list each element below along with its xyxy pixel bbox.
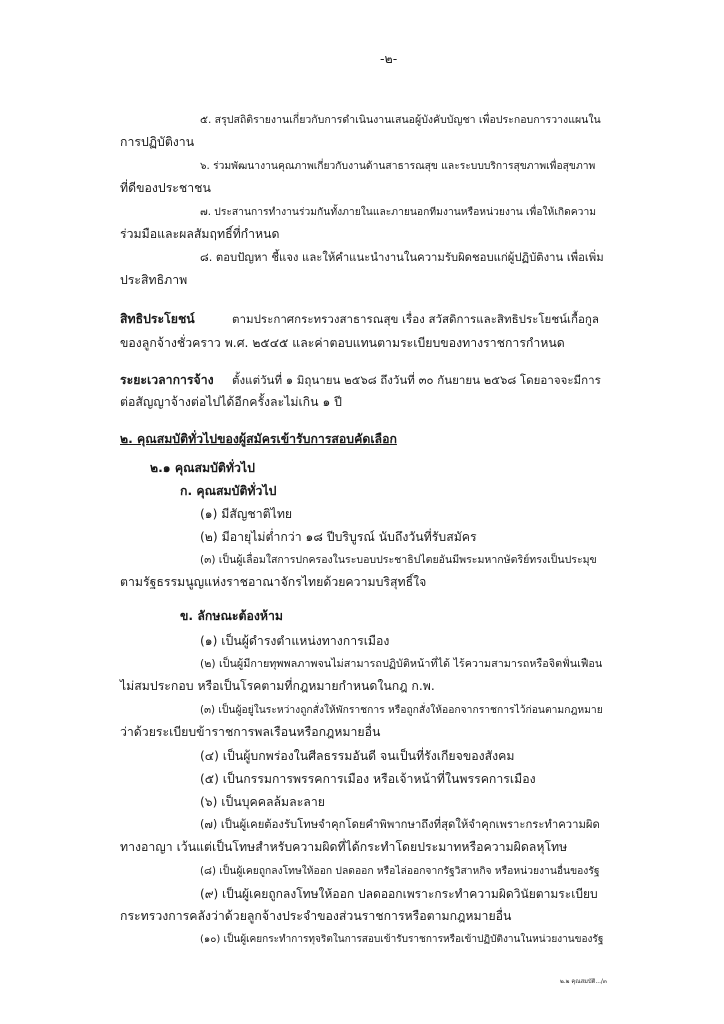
item-6-line-2: ที่ดีของประชาชน bbox=[120, 181, 211, 195]
item-5-line-1: ๕. สรุปสถิติรายงานเกี่ยวกับการดำเนินงานเสนอผู้บังคับบัญชา เพื่อประกอบการวางแผนใน bbox=[200, 114, 601, 126]
item-6-line-1: ๖. ร่วมพัฒนางานคุณภาพเกี่ยวกับงานด้านสาธารณสุข และระบบบริการสุขภาพเพื่อสุขภาพ bbox=[200, 160, 596, 172]
prohibition-2-line-2: ไม่สมประกอบ หรือเป็นโรคตามที่กฎหมายกำหนดในกฎ ก.พ. bbox=[120, 679, 435, 693]
item-7-line-1: ๗. ประสานการทำงานร่วมกันทั้งภายในและภายนอกทีมงานหรือหน่วยงาน เพื่อให้เกิดความ bbox=[200, 206, 597, 218]
subsection-a-heading: ก. คุณสมบัติทั่วไป bbox=[180, 484, 277, 498]
page-number: -๒- bbox=[380, 51, 398, 66]
prohibition-6: (๖) เป็นบุคคลล้มละลาย bbox=[200, 795, 325, 809]
prohibition-5: (๕) เป็นกรรมการพรรคการเมือง หรือเจ้าหน้าที่ในพรรคการเมือง bbox=[200, 772, 536, 786]
subsection-2-1-heading: ๒.๑ คุณสมบัติทั่วไป bbox=[150, 461, 255, 475]
benefits-label: สิทธิประโยชน์ bbox=[120, 312, 195, 326]
prohibition-3-line-2: ว่าด้วยระเบียบข้าราชการพลเรือนหรือกฎหมายอื่น bbox=[120, 725, 381, 739]
prohibition-7-line-1: (๗) เป็นผู้เคยต้องรับโทษจำคุกโดยคำพิพากษาถึงที่สุดให้จำคุกเพราะกระทำความผิด bbox=[200, 818, 600, 831]
period-line-2: ต่อสัญญาจ้างต่อไปได้อีกครั้งละไม่เกิน ๑ ปี bbox=[120, 395, 342, 409]
item-7-line-2: ร่วมมือและผลสัมฤทธิ์ที่กำหนด bbox=[120, 227, 280, 241]
prohibition-3-line-1: (๓) เป็นผู้อยู่ในระหว่างถูกสั่งให้พักราชการ หรือถูกสั่งให้ออกจากราชการไว้ก่อนตามกฎหมาย bbox=[200, 704, 603, 716]
prohibition-2-line-1: (๒) เป็นผู้มีกายทุพพลภาพจนไม่สามารถปฏิบัติหน้าที่ได้ ไร้ความสามารถหรือจิตฟั่นเฟือน bbox=[200, 657, 603, 670]
period-line-1: ตั้งแต่วันที่ ๑ มิถุนายน ๒๕๖๘ ถึงวันที่ ๓๐ กันยายน ๒๕๖๘ โดยอาจจะมีการ bbox=[232, 373, 601, 387]
prohibition-7-line-2: ทางอาญา เว้นแต่เป็นโทษสำหรับความผิดที่ได้กระทำโดยประมาทหรือความผิดลหุโทษ bbox=[120, 840, 568, 854]
qualification-2: (๒) มีอายุไม่ต่ำกว่า ๑๘ ปีบริบูรณ์ นับถึงวันที่รับสมัคร bbox=[200, 530, 477, 544]
continuation-note: ๒.๒ คุณสมบัติ.../๓ bbox=[560, 979, 607, 985]
subsection-b-heading: ข. ลักษณะต้องห้าม bbox=[180, 609, 283, 623]
section-2-heading: ๒. คุณสมบัติทั่วไปของผู้สมัครเข้ารับการสอบคัดเลือก bbox=[120, 432, 397, 446]
benefits-line-2: ของลูกจ้างชั่วคราว พ.ศ. ๒๕๔๕ และค่าตอบแทนตามระเบียบของทางราชการกำหนด bbox=[120, 336, 565, 350]
qualification-3-line-1: (๓) เป็นผู้เลื่อมใสการปกครองในระบอบประชาธิปไตยอันมีพระมหากษัตริย์ทรงเป็นประมุข bbox=[200, 554, 597, 566]
item-8-line-2: ประสิทธิภาพ bbox=[120, 273, 188, 287]
prohibition-4: (๔) เป็นผู้บกพร่องในศีลธรรมอันดี จนเป็นที่รังเกียจของสังคม bbox=[200, 749, 515, 763]
prohibition-9-line-2: กระทรวงการคลังว่าด้วยลูกจ้างประจำของส่วนราชการหรือตามกฎหมายอื่น bbox=[120, 909, 512, 923]
benefits-line-1: ตามประกาศกระทรวงสาธารณสุข เรื่อง สวัสดิการและสิทธิประโยชน์เกื้อกูล bbox=[232, 312, 599, 326]
item-5-line-2: การปฏิบัติงาน bbox=[120, 135, 195, 149]
item-8-line-1: ๘. ตอบปัญหา ชี้แจง และให้คำแนะนำงานในความรับผิดชอบแก่ผู้ปฏิบัติงาน เพื่อเพิ่ม bbox=[200, 251, 604, 264]
qualification-3-line-2: ตามรัฐธรรมนูญแห่งราชอาณาจักรไทยด้วยความบริสุทธิ์ใจ bbox=[120, 575, 427, 589]
qualification-1: (๑) มีสัญชาติไทย bbox=[200, 507, 293, 521]
prohibition-9-line-1: (๙) เป็นผู้เคยถูกลงโทษให้ออก ปลดออกเพราะกระทำความผิดวินัยตามระเบียบ bbox=[200, 887, 598, 901]
prohibition-1: (๑) เป็นผู้ดำรงตำแหน่งทางการเมือง bbox=[200, 634, 390, 648]
period-label: ระยะเวลาการจ้าง bbox=[120, 373, 214, 387]
prohibition-10: (๑๐) เป็นผู้เคยกระทำการทุจริตในการสอบเข้ารับราชการหรือเข้าปฏิบัติงานในหน่วยงานของรัฐ bbox=[200, 934, 604, 945]
prohibition-8: (๘) เป็นผู้เคยถูกลงโทษให้ออก ปลดออก หรือไล่ออกจากรัฐวิสาหกิจ หรือหน่วยงานอื่นของรัฐ bbox=[200, 865, 600, 877]
